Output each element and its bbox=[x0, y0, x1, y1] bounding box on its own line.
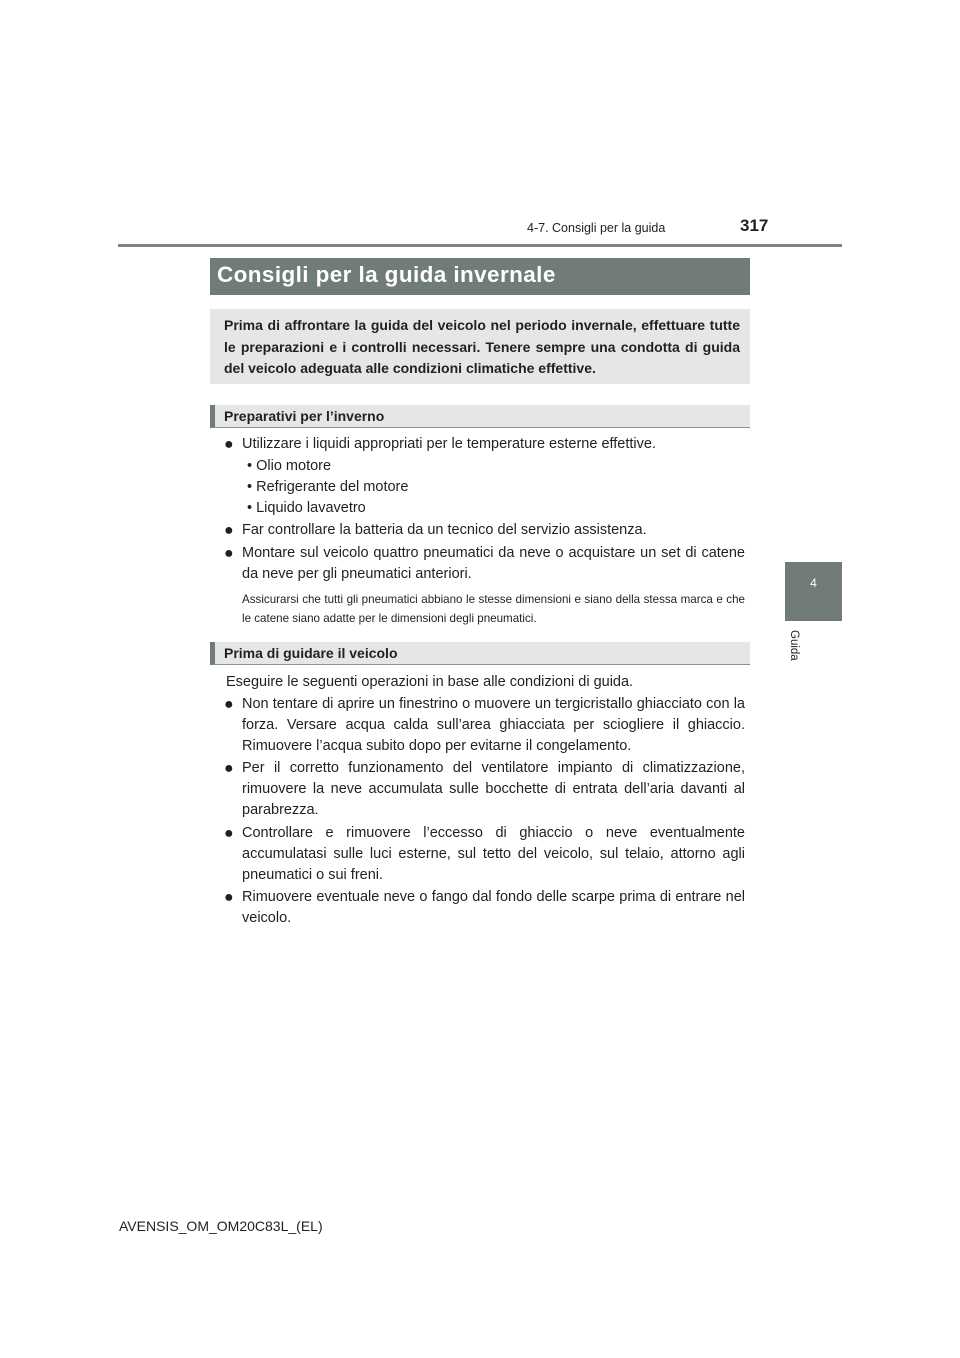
intro-box bbox=[210, 309, 750, 384]
bullet-icon: ● bbox=[224, 760, 234, 777]
intro-text: Prima di affrontare la guida del veicolo nel periodo invernale, effettuare tutte le preparazioni e i controlli necessari. Tenere sempre una condotta di guida del veicolo adeguata alle condizioni climatiche effettive. bbox=[224, 317, 740, 376]
list-item: Per il corretto funzionamento del ventilatore impianto di climatizzazione, rimuovere la neve accumulata sulle bocchette di entrata dell’aria davanti al parabrezza. bbox=[242, 760, 745, 819]
running-header-section: 4-7. Consigli per la guida bbox=[527, 221, 666, 235]
bullet-icon: ● bbox=[224, 545, 234, 562]
chapter-tab-label: Guida bbox=[788, 630, 800, 661]
note-text: Assicurarsi che tutti gli pneumatici abbiano le stesse dimensioni e siano della stessa marca e che le catene siano adatte per le dimensioni degli pneumatici. bbox=[242, 593, 745, 625]
page-title: Consigli per la guida invernale bbox=[217, 262, 556, 287]
list-item: Controllare e rimuovere l’eccesso di ghiaccio o neve eventualmente accumulatasi sulle luci esterne, sul tetto del veicolo, sul telaio, attorno agli pneumatici o sui freni. bbox=[242, 825, 745, 884]
title-bar bbox=[210, 258, 750, 295]
list-item: Non tentare di aprire un finestrino o muovere un tergicristallo ghiacciato con la forza. Versare acqua calda sull’area ghiacciata per sciogliere il ghiaccio. Rimuovere l’acqua subito dopo per evitarne il congelamento. bbox=[242, 696, 745, 755]
list-item: Montare sul veicolo quattro pneumatici da neve o acquistare un set di catene da neve per gli pneumatici anteriori. bbox=[242, 545, 745, 583]
bullet-icon: ● bbox=[224, 522, 234, 539]
chapter-tab bbox=[785, 562, 842, 621]
header-rule bbox=[118, 244, 842, 247]
sub-list-item: • Olio motore bbox=[247, 458, 332, 474]
bullet-icon: ● bbox=[224, 436, 234, 453]
list-item: Utilizzare i liquidi appropriati per le temperature esterne effettive. bbox=[242, 436, 656, 452]
bullet-icon: ● bbox=[224, 696, 234, 713]
sub-list-item: • Refrigerante del motore bbox=[247, 479, 409, 495]
list-item: Rimuovere eventuale neve o fango dal fondo delle scarpe prima di entrare nel veicolo. bbox=[242, 889, 745, 927]
bullet-icon: ● bbox=[224, 825, 234, 842]
section-heading-preparations bbox=[210, 405, 750, 428]
footer-document-code: AVENSIS_OM_OM20C83L_(EL) bbox=[119, 1218, 323, 1234]
bullet-icon: ● bbox=[224, 889, 234, 906]
list-item: Far controllare la batteria da un tecnico del servizio assistenza. bbox=[242, 522, 647, 538]
section-heading-text: Preparativi per l’inverno bbox=[224, 408, 385, 424]
lead-paragraph: Eseguire le seguenti operazioni in base alle condizioni di guida. bbox=[226, 674, 634, 690]
section-heading-text: Prima di guidare il veicolo bbox=[224, 645, 398, 661]
chapter-tab-number: 4 bbox=[810, 576, 817, 590]
sub-list-item: • Liquido lavavetro bbox=[247, 500, 366, 516]
section-heading-before-driving bbox=[210, 642, 750, 665]
page-number: 317 bbox=[740, 216, 769, 235]
